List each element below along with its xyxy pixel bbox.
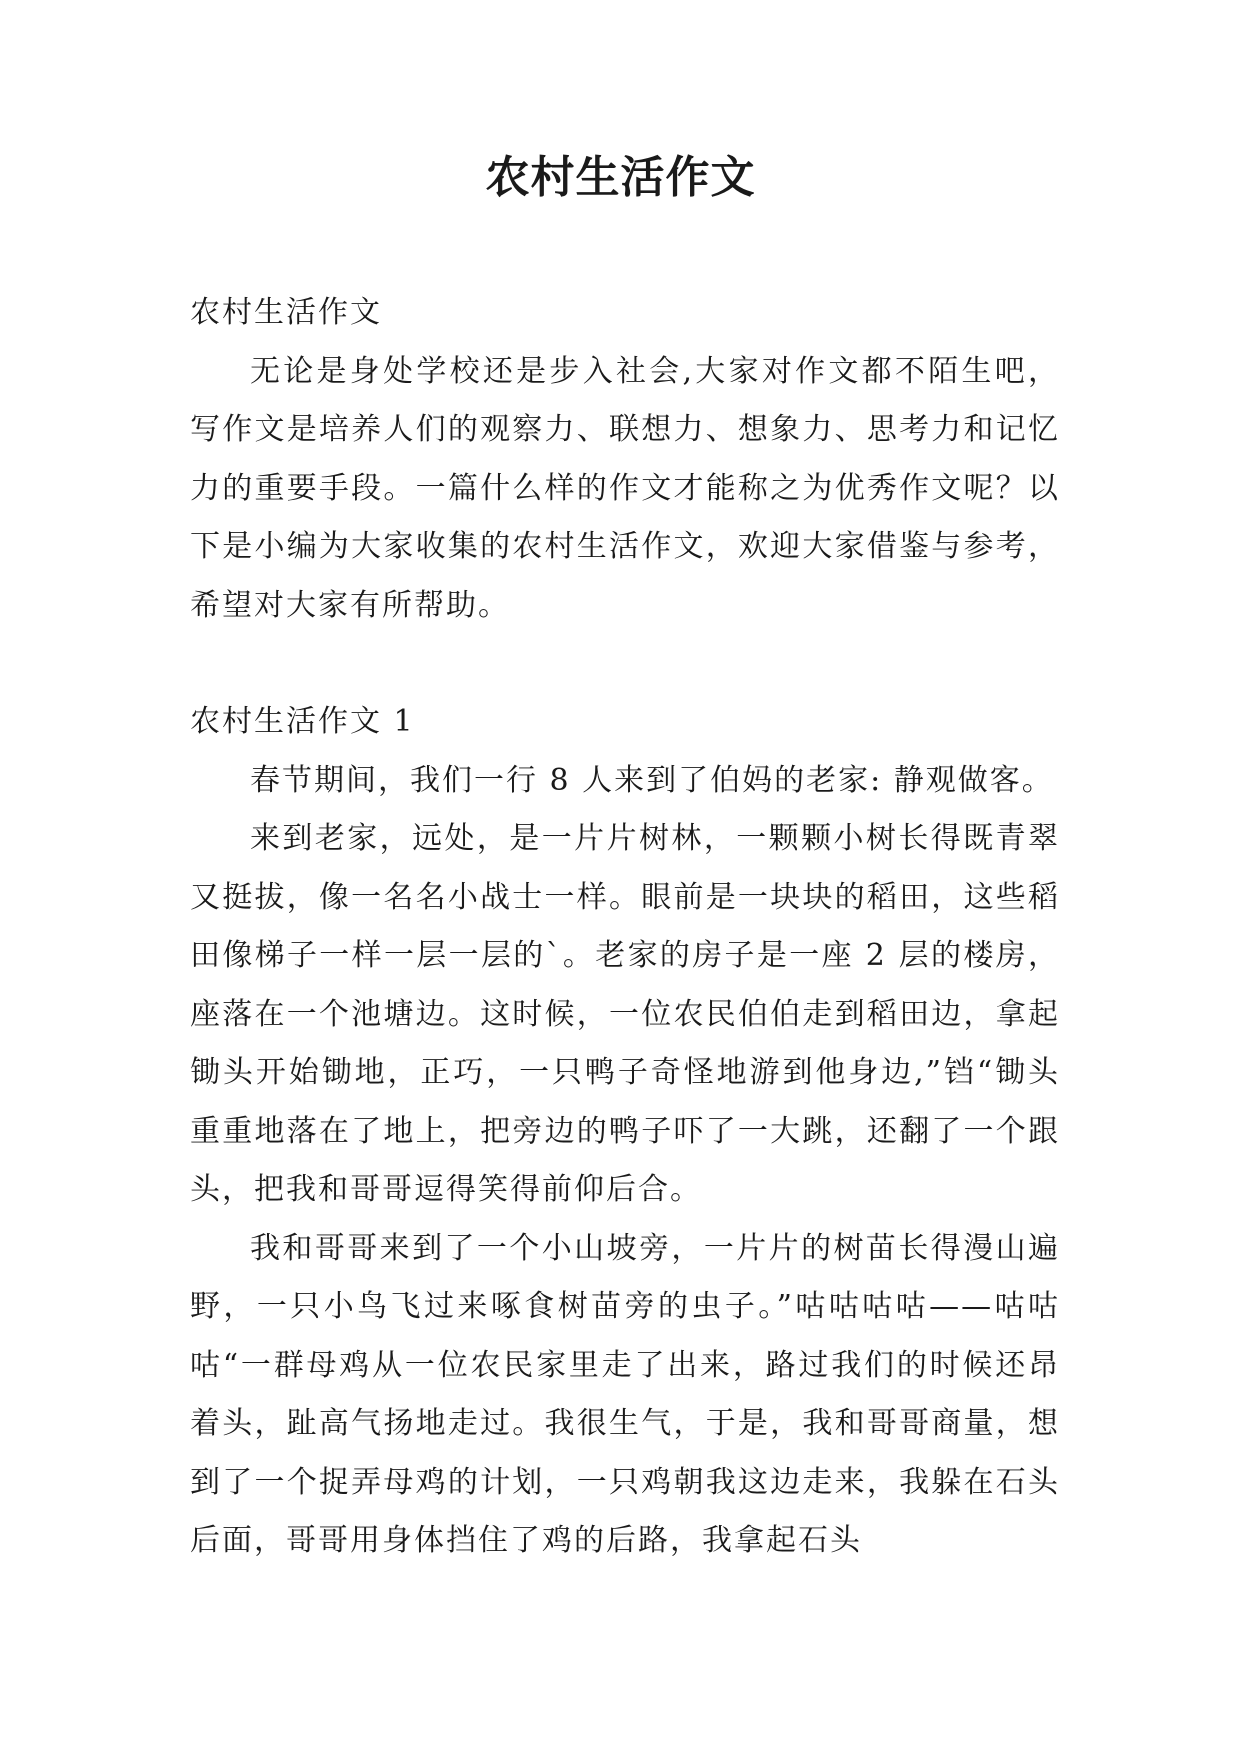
section-heading: 农村生活作文 1 bbox=[190, 704, 415, 739]
paragraph: 来到老家，远处，是一片片树林，一颗颗小树长得既青翠又挺拔，像一名名小战士一样。眼前是一块块的稻田，这些稻田像梯子一样一层一层的`。老家的房子是一座 2 层的楼房，座落在一个池塘边。这时候，一位农民伯伯走到稻田边，拿起锄头开始锄地，正巧，一只鸭子奇怪地游到他身边,”铛“锄头重重地落在了地上，把旁边的鸭子吓了一大跳，还翻了一个跟头，把我和哥哥逗得笑得前仰后合。 bbox=[190, 821, 1060, 1207]
page-title: 农村生活作文 bbox=[485, 152, 756, 203]
document-body bbox=[190, 284, 1060, 1571]
intro-paragraph: 无论是身处学校还是步入社会,大家对作文都不陌生吧，写作文是培养人们的观察力、联想力、想象力、思考力和记忆力的重要手段。一篇什么样的作文才能称之为优秀作文呢？以下是小编为大家收集的农村生活作文，欢迎大家借鉴与参考，希望对大家有所帮助。 bbox=[190, 353, 1060, 623]
document-subtitle: 农村生活作文 bbox=[190, 295, 382, 330]
paragraph: 春节期间，我们一行 8 人来到了伯妈的老家: 静观做客。 bbox=[250, 762, 1054, 798]
paragraph: 我和哥哥来到了一个小山坡旁，一片片的树苗长得漫山遍野，一只小鸟飞过来啄食树苗旁的虫子。”咕咕咕咕——咕咕咕“一群母鸡从一位农民家里走了出来，路过我们的时候还昂着头，趾高气扬地走过。我很生气，于是，我和哥哥商量，想到了一个捉弄母鸡的计划，一只鸡朝我这边走来，我躲在石头后面，哥哥用身体挡住了鸡的后路，我拿起石头 bbox=[190, 1230, 1060, 1558]
